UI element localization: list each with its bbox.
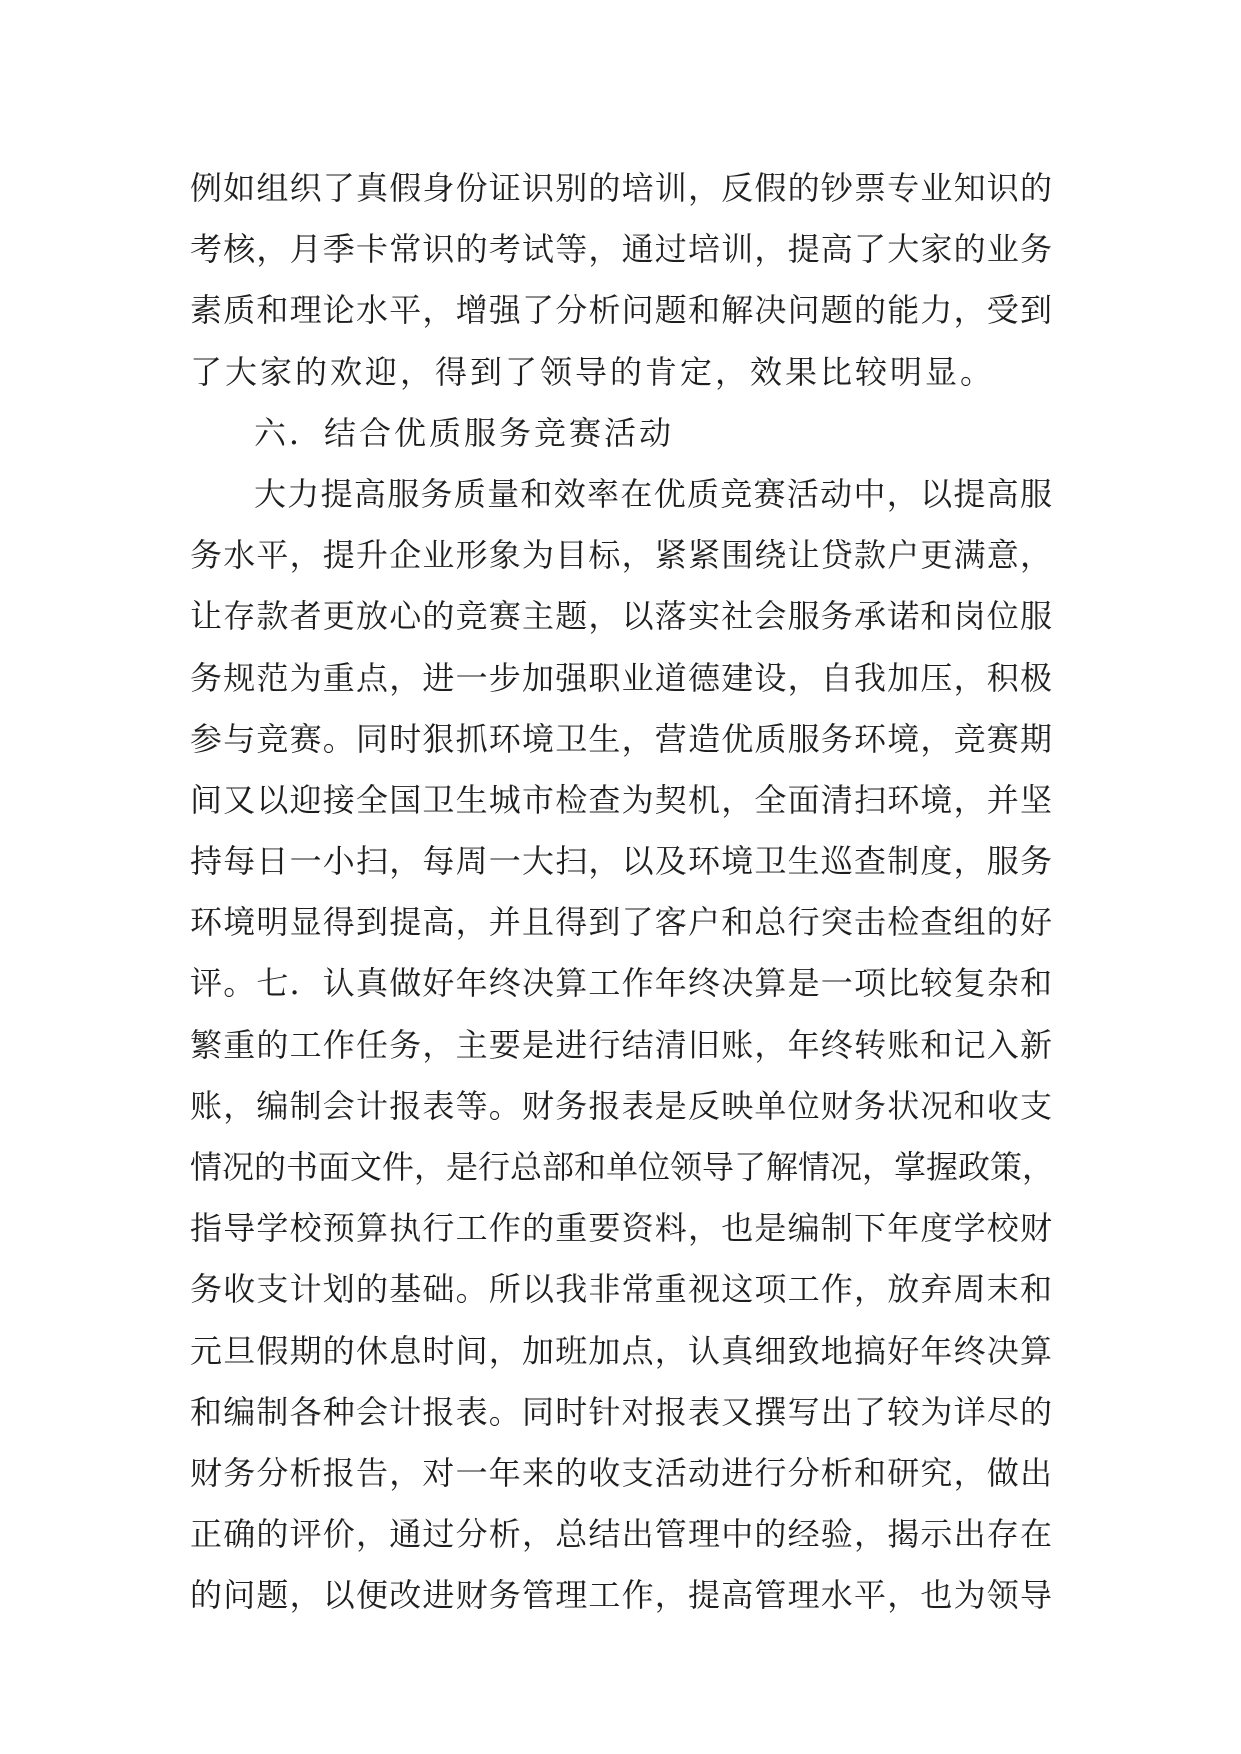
- text-line: 账，编制会计报表等。财务报表是反映单位财务状况和收支: [190, 1086, 1052, 1125]
- text-line: 和编制各种会计报表。同时针对报表又撰写出了较为详尽的: [190, 1392, 1052, 1431]
- text-line: 繁重的工作任务，主要是进行结清旧账，年终转账和记入新: [190, 1025, 1052, 1064]
- text-line: 正确的评价，通过分析，总结出管理中的经验，揭示出存在: [190, 1515, 1052, 1554]
- body-text: [190, 158, 1055, 1627]
- section-heading-6: 六．结合优质服务竞赛活动: [254, 413, 675, 452]
- text-line: 大力提高服务质量和效率在优质竞赛活动中，以提高服: [254, 474, 1052, 513]
- text-line: 财务分析报告，对一年来的收支活动进行分析和研究，做出: [190, 1453, 1052, 1492]
- text-line: 元旦假期的休息时间，加班加点，认真细致地搞好年终决算: [190, 1331, 1052, 1370]
- text-line: 情况的书面文件，是行总部和单位领导了解情况，掌握政策，: [190, 1148, 1055, 1186]
- text-line: 评。七．认真做好年终决算工作年终决算是一项比较复杂和: [190, 964, 1052, 1003]
- text-line: 指导学校预算执行工作的重要资料，也是编制下年度学校财: [190, 1209, 1052, 1248]
- text-line: 参与竞赛。同时狠抓环境卫生，营造优质服务环境，竞赛期: [190, 719, 1052, 758]
- text-line: 例如组织了真假身份证识别的培训，反假的钞票专业知识的: [190, 169, 1052, 207]
- text-line: 务规范为重点，进一步加强职业道德建设，自我加压，积极: [190, 658, 1052, 697]
- text-line: 持每日一小扫，每周一大扫，以及环境卫生巡查制度，服务: [190, 842, 1052, 881]
- text-line: 让存款者更放心的竞赛主题，以落实社会服务承诺和岗位服: [190, 597, 1052, 636]
- text-line: 考核，月季卡常识的考试等，通过培训，提高了大家的业务: [190, 230, 1052, 269]
- text-line: 务水平，提升企业形象为目标，紧紧围绕让贷款户更满意，: [190, 536, 1052, 575]
- text-line: 素质和理论水平，增强了分析问题和解决问题的能力，受到: [190, 291, 1052, 330]
- text-line: 了大家的欢迎，得到了领导的肯定，效果比较明显。: [190, 352, 996, 391]
- text-line: 务收支计划的基础。所以我非常重视这项工作，放弃周末和: [190, 1270, 1052, 1309]
- text-line: 的问题，以便改进财务管理工作，提高管理水平，也为领导: [190, 1576, 1052, 1615]
- text-line: 间又以迎接全国卫生城市检查为契机，全面清扫环境，并坚: [190, 780, 1052, 819]
- text-line: 环境明显得到提高，并且得到了客户和总行突击检查组的好: [190, 903, 1052, 942]
